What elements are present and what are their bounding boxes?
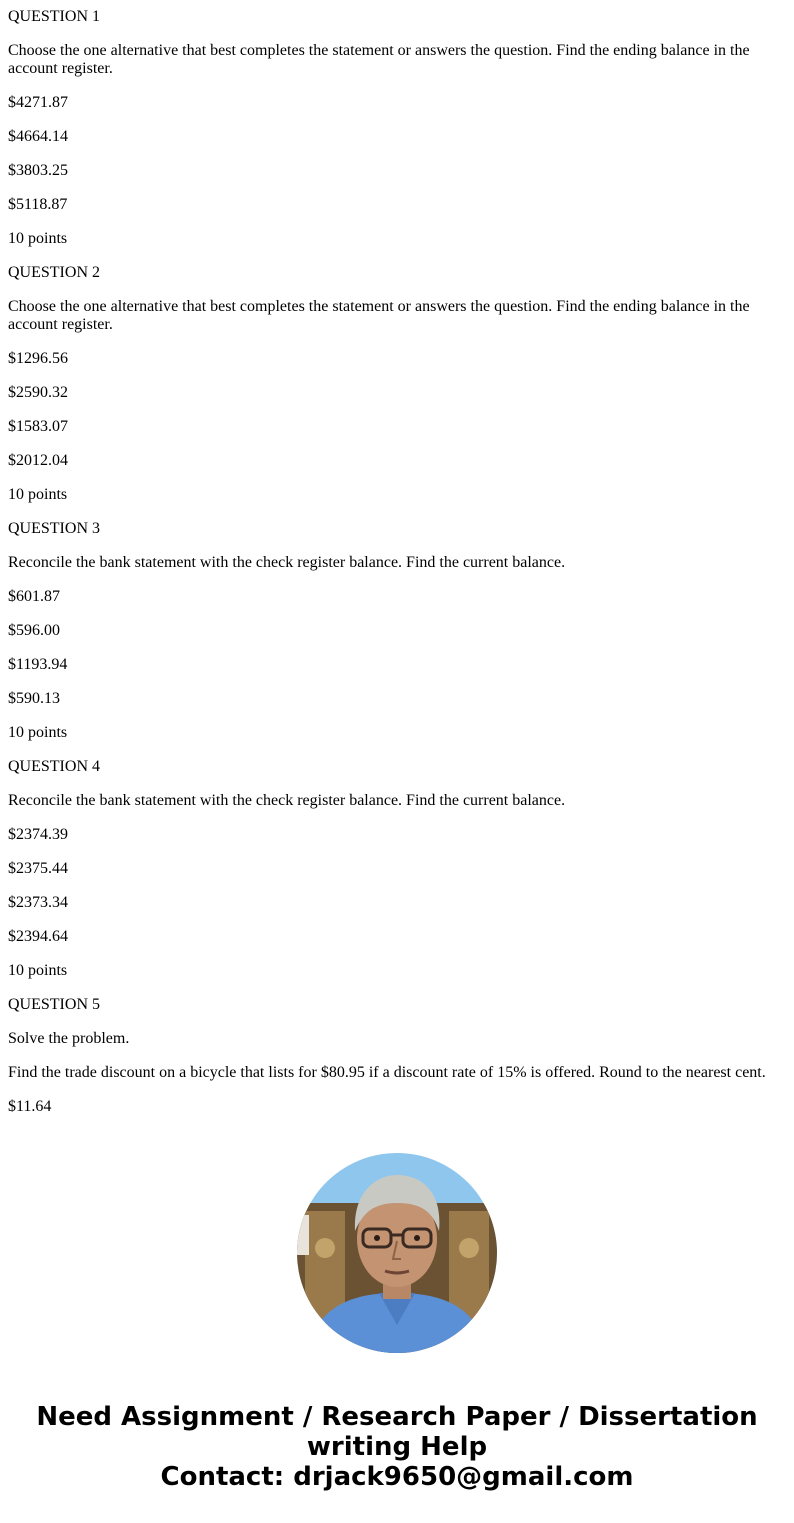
document-body [8, 0, 786, 1116]
question-3-points: 10 points [8, 724, 68, 741]
promo-line-2: writing Help [306, 1432, 488, 1462]
question-4-option-b: $2375.44 [8, 860, 68, 877]
eye-left [374, 1235, 380, 1241]
question-4-option-d: $2394.64 [8, 928, 68, 945]
question-2-option-c: $1583.07 [8, 418, 68, 435]
question-2-option-a: $1296.56 [8, 350, 68, 367]
eye-right [414, 1235, 420, 1241]
switch-plate [297, 1215, 309, 1255]
carving-ornament-right [459, 1238, 479, 1258]
author-photo [297, 1153, 497, 1353]
question-1-title: QUESTION 1 [8, 8, 100, 25]
question-4-title: QUESTION 4 [8, 758, 100, 775]
promo-line-1: Need Assignment / Research Paper / Dissertation [36, 1402, 758, 1432]
question-4-points: 10 points [8, 962, 68, 979]
question-4-option-a: $2374.39 [8, 826, 68, 843]
question-2-option-d: $2012.04 [8, 452, 68, 469]
question-5-prompt-detail: Find the trade discount on a bicycle that lists for $80.95 if a discount rate of 15% is offered. Round to the nearest cent. [8, 1064, 766, 1081]
question-1-option-c: $3803.25 [8, 162, 68, 179]
question-3-option-d: $590.13 [8, 690, 60, 707]
promo-banner [0, 1402, 794, 1492]
question-1-prompt: Choose the one alternative that best completes the statement or answers the question. Find the ending balance in the account register. [8, 42, 750, 77]
question-1-option-b: $4664.14 [8, 128, 68, 145]
question-2-points: 10 points [8, 486, 68, 503]
carving-ornament-left [315, 1238, 335, 1258]
question-4-prompt: Reconcile the bank statement with the check register balance. Find the current balance. [8, 792, 566, 809]
question-2-option-b: $2590.32 [8, 384, 68, 401]
question-5-prompt: Solve the problem. [8, 1030, 130, 1047]
question-5-title: QUESTION 5 [8, 996, 100, 1013]
question-3-option-c: $1193.94 [8, 656, 68, 673]
question-2-prompt: Choose the one alternative that best completes the statement or answers the question. Find the ending balance in the account register. [8, 298, 750, 333]
question-3-option-b: $596.00 [8, 622, 60, 639]
question-3-prompt: Reconcile the bank statement with the check register balance. Find the current balance. [8, 554, 566, 571]
question-5-option-a: $11.64 [8, 1098, 52, 1115]
question-1-option-d: $5118.87 [8, 196, 68, 213]
question-1-option-a: $4271.87 [8, 94, 68, 111]
question-1-points: 10 points [8, 230, 68, 247]
promo-contact: Contact: drjack9650@gmail.com [160, 1462, 634, 1492]
question-3-title: QUESTION 3 [8, 520, 100, 537]
question-4-option-c: $2373.34 [8, 894, 68, 911]
question-2-title: QUESTION 2 [8, 264, 100, 281]
portrait-image [297, 1153, 497, 1353]
question-3-option-a: $601.87 [8, 588, 60, 605]
